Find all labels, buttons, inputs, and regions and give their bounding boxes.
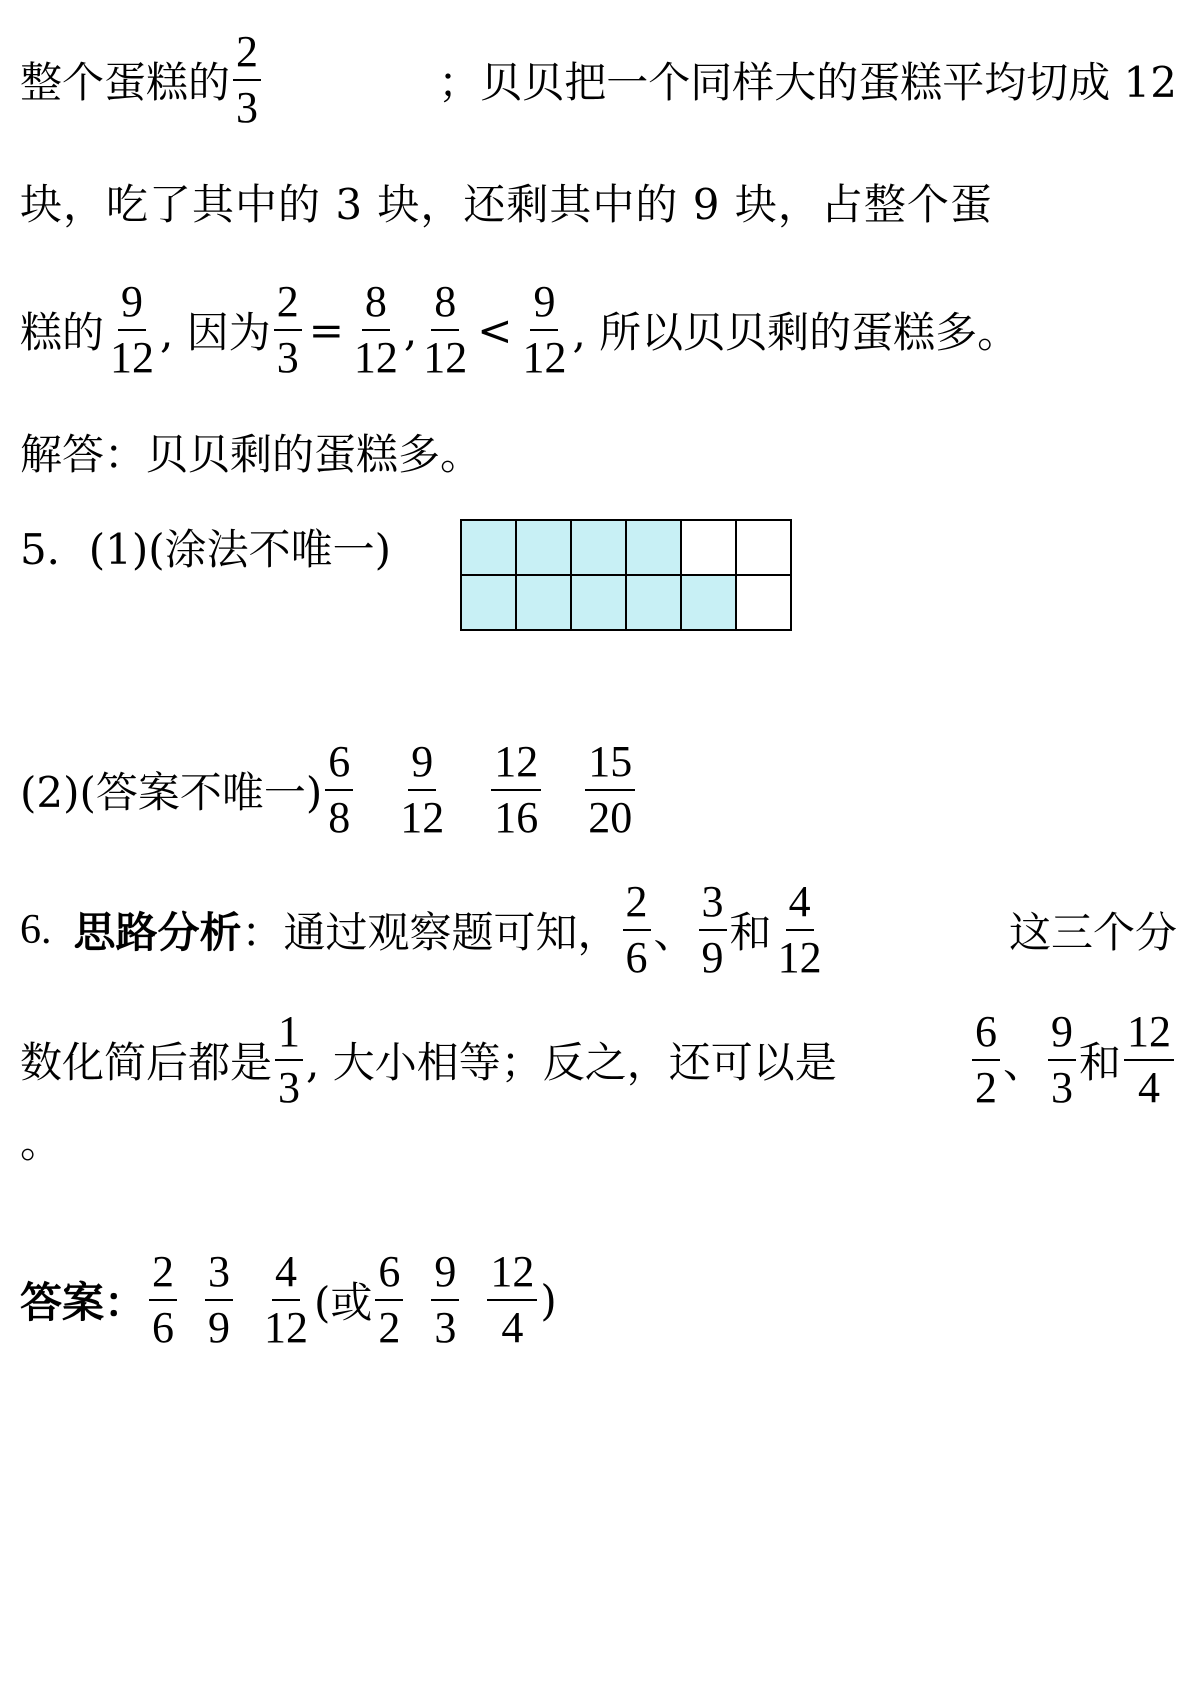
fraction-2-6	[623, 877, 651, 982]
fraction-numerator: 8	[431, 280, 459, 331]
q6-period-line	[20, 1100, 1177, 1180]
grid-cell-shaded	[681, 575, 736, 630]
q6-text-a: ：通过观察题可知，	[241, 908, 620, 957]
fraction-denominator: 12	[423, 333, 468, 382]
fraction-3-9	[699, 877, 727, 982]
conjunction: 和	[1078, 1038, 1121, 1087]
comma: ,	[403, 305, 418, 355]
fraction-denominator: 3	[1050, 1063, 1073, 1112]
fraction-numerator: 12	[487, 1250, 537, 1301]
q6-line2-right	[969, 1007, 1177, 1112]
q6-number: 6.	[20, 907, 52, 953]
fraction-denominator: 12	[353, 333, 398, 382]
fraction-9-12	[107, 277, 157, 382]
fraction-numerator: 4	[786, 880, 814, 931]
grid-row	[461, 520, 791, 575]
fraction-numerator: 4	[272, 1250, 300, 1301]
grid-cell-empty	[736, 575, 791, 630]
fraction-numerator: 6	[972, 1010, 1000, 1061]
grid-row	[461, 575, 791, 630]
fraction-numerator: 15	[585, 740, 635, 791]
fraction-denominator: 9	[208, 1303, 231, 1352]
period: 。	[20, 1118, 63, 1167]
q5-part2	[20, 730, 1177, 850]
grid-cell-shaded	[571, 520, 626, 575]
text-line-1	[20, 20, 1177, 140]
less-than-sign: <	[477, 305, 513, 355]
answer-text: 解答：贝贝剩的蛋糕多。	[20, 430, 483, 479]
fraction-denominator: 12	[264, 1303, 309, 1352]
fraction-numerator: 1	[275, 1010, 303, 1061]
q6-text-c: 数化简后都是	[20, 1038, 273, 1087]
fraction-denominator: 4	[501, 1303, 524, 1352]
fraction-12-4	[487, 1247, 537, 1352]
fraction-denominator: 12	[522, 333, 567, 382]
q6-line-1	[20, 870, 1177, 990]
fraction-8-12	[351, 277, 401, 382]
q6-answer-line	[20, 1240, 1177, 1360]
fraction-3-9	[205, 1247, 233, 1352]
shaded-grid	[460, 519, 792, 631]
fraction-denominator: 20	[588, 793, 633, 842]
fraction-denominator: 16	[494, 793, 539, 842]
q6-text-b: 这三个分	[1008, 908, 1177, 957]
fraction-numerator: 9	[408, 740, 436, 791]
fraction-numerator: 12	[491, 740, 541, 791]
q6-heading: 思路分析	[73, 908, 242, 957]
grid-cell-shaded	[571, 575, 626, 630]
grid-cell-shaded	[461, 575, 516, 630]
fraction-numerator: 8	[362, 280, 390, 331]
fraction-9-3	[1048, 1007, 1076, 1112]
fraction-denominator: 12	[777, 933, 822, 982]
grid-cell-shaded	[516, 575, 571, 630]
fraction-denominator: 6	[625, 933, 648, 982]
fraction-denominator: 12	[400, 793, 445, 842]
fraction-2-6	[149, 1247, 177, 1352]
grid-cell-shaded	[516, 520, 571, 575]
fraction-denominator: 3	[276, 333, 299, 382]
fraction-numerator: 9	[1048, 1010, 1076, 1061]
fraction-12-4	[1124, 1007, 1174, 1112]
fraction-15-20	[585, 737, 635, 842]
fraction-numerator: 9	[431, 1250, 459, 1301]
fraction-1-3	[275, 1007, 303, 1112]
fraction-numerator: 2	[274, 280, 302, 331]
fraction-9-12	[397, 737, 447, 842]
line3-text-a: 糕的	[20, 308, 105, 357]
fraction-denominator: 8	[328, 793, 351, 842]
fraction-numerator: 12	[1124, 1010, 1174, 1061]
fraction-denominator: 2	[378, 1303, 401, 1352]
fraction-8-12	[420, 277, 470, 382]
text-line-4	[20, 392, 1177, 512]
fraction-2-3	[274, 277, 302, 382]
fraction-9-12	[519, 277, 569, 382]
q5-part2-label: (2)(答案不唯一)	[20, 768, 323, 817]
fraction-numerator: 6	[325, 740, 353, 791]
fraction-9-3	[431, 1247, 459, 1352]
q6-text-d: , 大小相等；反之，还可以是	[306, 1038, 837, 1087]
grid-cell-empty	[736, 520, 791, 575]
alt-open: (或	[314, 1278, 373, 1327]
fraction-numerator: 3	[699, 880, 727, 931]
fraction-denominator: 9	[701, 933, 724, 982]
conjunction: 和	[729, 908, 772, 957]
fraction-6-2	[375, 1247, 403, 1352]
fraction-6-8	[325, 737, 353, 842]
fraction-denominator: 3	[434, 1303, 457, 1352]
line3-text-c: , 所以贝贝剩的蛋糕多。	[572, 308, 1020, 357]
q5-part1-label: 5．(1)(涂法不唯一)	[20, 525, 391, 574]
fraction-4-12	[775, 877, 825, 982]
line2-text: 块，吃了其中的 3 块，还剩其中的 9 块，占整个蛋	[20, 180, 993, 229]
fraction-numerator: 3	[205, 1250, 233, 1301]
fraction-numerator: 2	[623, 880, 651, 931]
fraction-numerator: 6	[375, 1250, 403, 1301]
text-line-2	[20, 142, 1177, 262]
fraction-12-16	[491, 737, 541, 842]
fraction-numerator: 2	[233, 30, 261, 81]
fraction-denominator: 4	[1138, 1063, 1160, 1112]
fraction-denominator: 2	[974, 1063, 997, 1112]
fraction-4-12	[261, 1247, 311, 1352]
grid-cell-shaded	[626, 575, 681, 630]
line1-text-a: 整个蛋糕的	[20, 58, 231, 107]
fraction-denominator: 12	[110, 333, 155, 382]
q6-left	[20, 877, 828, 982]
separator: 、	[1002, 1038, 1045, 1087]
fraction-numerator: 9	[118, 280, 146, 331]
q6-line2-left	[20, 1007, 837, 1112]
answer-label: 答案：	[20, 1278, 147, 1327]
line1-text-b: ；贝贝把一个同样大的蛋糕平均切成 12	[438, 58, 1177, 107]
text-line-3	[20, 270, 1177, 390]
grid-cell-shaded	[626, 520, 681, 575]
fraction-denominator: 3	[236, 83, 259, 132]
fraction-6-2	[972, 1007, 1000, 1112]
fraction-denominator: 6	[152, 1303, 175, 1352]
equals-sign: =	[308, 305, 344, 355]
alt-close: )	[540, 1275, 557, 1325]
fraction-2-3	[233, 27, 261, 132]
separator: 、	[653, 908, 696, 957]
line1-seg	[20, 27, 264, 132]
fraction-numerator: 9	[530, 280, 558, 331]
grid-cell-empty	[681, 520, 736, 575]
fraction-numerator: 2	[149, 1250, 177, 1301]
grid-cell-shaded	[461, 520, 516, 575]
fraction-denominator: 3	[278, 1063, 301, 1112]
line3-text-b: , 因为	[160, 308, 271, 357]
